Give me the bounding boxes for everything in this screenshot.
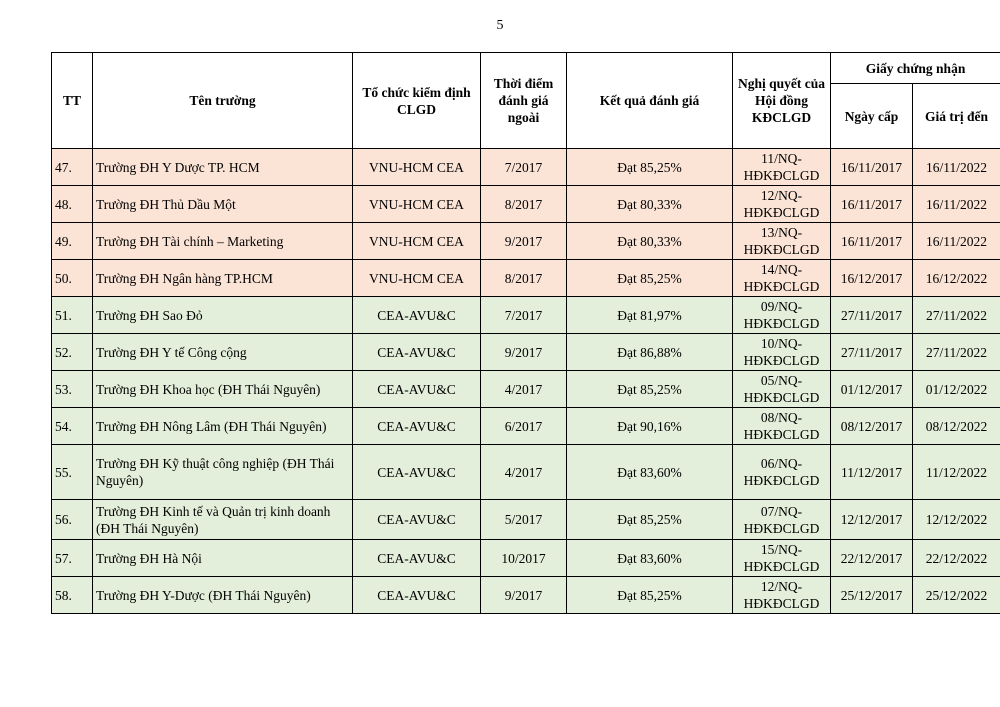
accreditation-org: VNU-HCM CEA (353, 186, 481, 223)
page-number: 5 (496, 18, 504, 33)
evaluation-time: 7/2017 (481, 297, 567, 334)
row-number: 53. (52, 371, 93, 408)
row-number: 57. (52, 540, 93, 577)
resolution-number: 11/NQ-HĐKĐCLGD (733, 149, 831, 186)
accreditation-org: VNU-HCM CEA (353, 223, 481, 260)
row-number: 52. (52, 334, 93, 371)
evaluation-result: Đạt 80,33% (567, 186, 733, 223)
evaluation-result: Đạt 85,25% (567, 577, 733, 614)
issue-date: 16/12/2017 (831, 260, 913, 297)
table-row (52, 408, 1000, 445)
header-certificate: Giấy chứng nhận (831, 53, 1000, 84)
header-row (52, 53, 1000, 84)
resolution-number: 15/NQ-HĐKĐCLGD (733, 540, 831, 577)
evaluation-time: 4/2017 (481, 445, 567, 500)
issue-date: 16/11/2017 (831, 149, 913, 186)
row-number: 48. (52, 186, 93, 223)
school-name: Trường ĐH Sao Đỏ (93, 297, 353, 334)
header-resolution: Nghị quyết của Hội đồng KĐCLGD (733, 53, 831, 149)
accreditation-org: CEA-AVU&C (353, 297, 481, 334)
valid-until: 16/11/2022 (913, 149, 1000, 186)
row-number: 50. (52, 260, 93, 297)
valid-until: 25/12/2022 (913, 577, 1000, 614)
evaluation-time: 5/2017 (481, 500, 567, 540)
issue-date: 16/11/2017 (831, 186, 913, 223)
evaluation-time: 6/2017 (481, 408, 567, 445)
evaluation-time: 7/2017 (481, 149, 567, 186)
evaluation-time: 10/2017 (481, 540, 567, 577)
valid-until: 27/11/2022 (913, 297, 1000, 334)
row-number: 58. (52, 577, 93, 614)
resolution-number: 06/NQ-HĐKĐCLGD (733, 445, 831, 500)
accreditation-org: CEA-AVU&C (353, 334, 481, 371)
accreditation-org: CEA-AVU&C (353, 408, 481, 445)
evaluation-time: 4/2017 (481, 371, 567, 408)
header-result: Kết quả đánh giá (567, 53, 733, 149)
header-valid-until: Giá trị đến (913, 84, 1000, 149)
resolution-number: 08/NQ-HĐKĐCLGD (733, 408, 831, 445)
school-name: Trường ĐH Kỹ thuật công nghiệp (ĐH Thái Nguyên) (93, 445, 353, 500)
school-name: Trường ĐH Kinh tế và Quản trị kinh doanh (ĐH Thái Nguyên) (93, 500, 353, 540)
issue-date: 08/12/2017 (831, 408, 913, 445)
accreditation-table (51, 52, 1000, 614)
table-row (52, 186, 1000, 223)
valid-until: 16/12/2022 (913, 260, 1000, 297)
row-number: 49. (52, 223, 93, 260)
evaluation-time: 9/2017 (481, 577, 567, 614)
valid-until: 22/12/2022 (913, 540, 1000, 577)
school-name: Trường ĐH Y Dược TP. HCM (93, 149, 353, 186)
issue-date: 01/12/2017 (831, 371, 913, 408)
evaluation-result: Đạt 85,25% (567, 149, 733, 186)
evaluation-result: Đạt 81,97% (567, 297, 733, 334)
issue-date: 27/11/2017 (831, 334, 913, 371)
resolution-number: 07/NQ-HĐKĐCLGD (733, 500, 831, 540)
evaluation-result: Đạt 86,88% (567, 334, 733, 371)
table-row (52, 371, 1000, 408)
evaluation-result: Đạt 80,33% (567, 223, 733, 260)
table-row (52, 334, 1000, 371)
table-row (52, 500, 1000, 540)
valid-until: 27/11/2022 (913, 334, 1000, 371)
header-school-name: Tên trường (93, 53, 353, 149)
evaluation-result: Đạt 83,60% (567, 445, 733, 500)
table-row (52, 149, 1000, 186)
resolution-number: 12/NQ-HĐKĐCLGD (733, 186, 831, 223)
header-issue-date: Ngày cấp (831, 84, 913, 149)
issue-date: 27/11/2017 (831, 297, 913, 334)
valid-until: 16/11/2022 (913, 186, 1000, 223)
row-number: 51. (52, 297, 93, 334)
row-number: 54. (52, 408, 93, 445)
resolution-number: 09/NQ-HĐKĐCLGD (733, 297, 831, 334)
issue-date: 25/12/2017 (831, 577, 913, 614)
accreditation-org: CEA-AVU&C (353, 540, 481, 577)
resolution-number: 05/NQ-HĐKĐCLGD (733, 371, 831, 408)
evaluation-time: 8/2017 (481, 260, 567, 297)
row-number: 56. (52, 500, 93, 540)
issue-date: 12/12/2017 (831, 500, 913, 540)
issue-date: 11/12/2017 (831, 445, 913, 500)
accreditation-org: CEA-AVU&C (353, 371, 481, 408)
school-name: Trường ĐH Hà Nội (93, 540, 353, 577)
resolution-number: 10/NQ-HĐKĐCLGD (733, 334, 831, 371)
valid-until: 16/11/2022 (913, 223, 1000, 260)
evaluation-result: Đạt 83,60% (567, 540, 733, 577)
valid-until: 11/12/2022 (913, 445, 1000, 500)
table-row (52, 297, 1000, 334)
evaluation-time: 8/2017 (481, 186, 567, 223)
table-row (52, 260, 1000, 297)
evaluation-result: Đạt 85,25% (567, 260, 733, 297)
valid-until: 01/12/2022 (913, 371, 1000, 408)
accreditation-org: VNU-HCM CEA (353, 149, 481, 186)
school-name: Trường ĐH Tài chính – Marketing (93, 223, 353, 260)
issue-date: 22/12/2017 (831, 540, 913, 577)
table-row (52, 540, 1000, 577)
school-name: Trường ĐH Nông Lâm (ĐH Thái Nguyên) (93, 408, 353, 445)
header-accreditation-org: Tổ chức kiểm định CLGD (353, 53, 481, 149)
row-number: 47. (52, 149, 93, 186)
accreditation-org: CEA-AVU&C (353, 577, 481, 614)
table-row (52, 445, 1000, 500)
evaluation-time: 9/2017 (481, 223, 567, 260)
evaluation-time: 9/2017 (481, 334, 567, 371)
evaluation-result: Đạt 85,25% (567, 500, 733, 540)
resolution-number: 13/NQ-HĐKĐCLGD (733, 223, 831, 260)
table-row (52, 577, 1000, 614)
school-name: Trường ĐH Khoa học (ĐH Thái Nguyên) (93, 371, 353, 408)
resolution-number: 12/NQ-HĐKĐCLGD (733, 577, 831, 614)
issue-date: 16/11/2017 (831, 223, 913, 260)
accreditation-org: CEA-AVU&C (353, 445, 481, 500)
header-evaluation-time: Thời điểm đánh giá ngoài (481, 53, 567, 149)
valid-until: 08/12/2022 (913, 408, 1000, 445)
row-number: 55. (52, 445, 93, 500)
evaluation-result: Đạt 90,16% (567, 408, 733, 445)
school-name: Trường ĐH Y tế Công cộng (93, 334, 353, 371)
table-row (52, 223, 1000, 260)
accreditation-org: VNU-HCM CEA (353, 260, 481, 297)
resolution-number: 14/NQ-HĐKĐCLGD (733, 260, 831, 297)
valid-until: 12/12/2022 (913, 500, 1000, 540)
school-name: Trường ĐH Thủ Dầu Một (93, 186, 353, 223)
evaluation-result: Đạt 85,25% (567, 371, 733, 408)
header-tt: TT (52, 53, 93, 149)
accreditation-org: CEA-AVU&C (353, 500, 481, 540)
school-name: Trường ĐH Ngân hàng TP.HCM (93, 260, 353, 297)
school-name: Trường ĐH Y-Dược (ĐH Thái Nguyên) (93, 577, 353, 614)
